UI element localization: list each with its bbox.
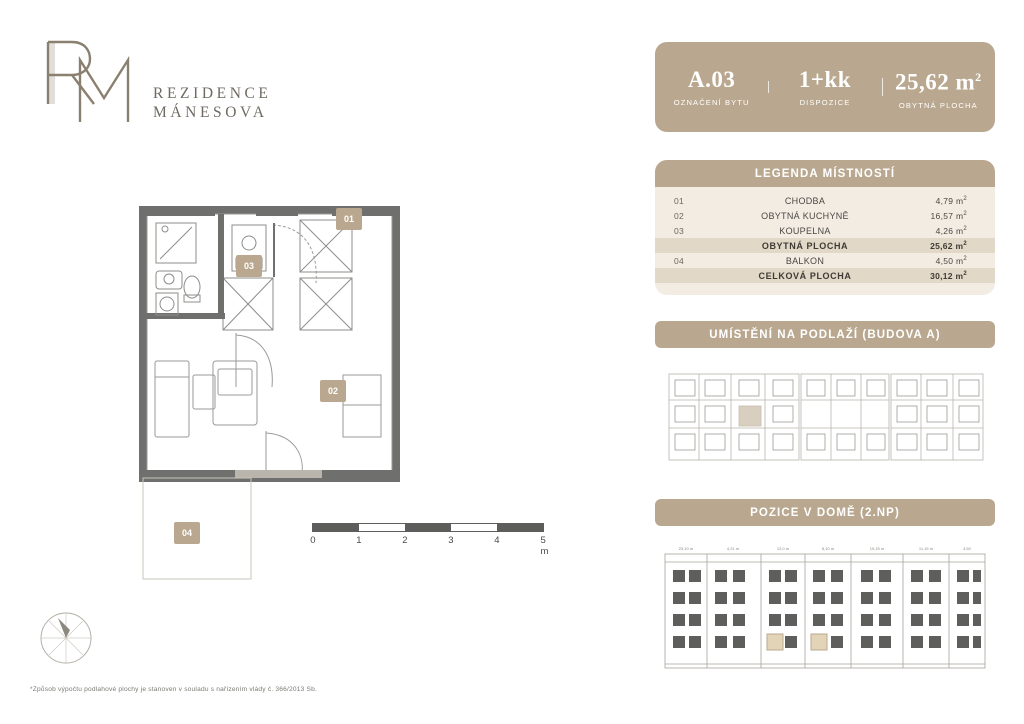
unit-area [882,64,995,96]
legend-row-name: KOUPELNA [779,225,831,236]
unit-summary-card [655,42,995,132]
scale-tick-5: 5 m [540,535,549,557]
svg-text:4,50: 4,50 [963,546,971,551]
legend-row-unit-sup: 2 [963,225,967,232]
legend-row-num: 04 [673,255,685,266]
room-label-01: 01 [343,214,354,224]
scale-tick-2: 2 [402,535,408,546]
compass-icon [36,608,96,668]
svg-text:23,10 m: 23,10 m [678,546,694,551]
svg-text:11,15 m: 11,15 m [918,546,934,551]
legend-row-num: 03 [673,225,685,236]
unit-layout-cell [768,67,881,107]
unit-code-cell [655,67,768,107]
scale-bar-ticks [310,535,560,557]
room-legend-table [655,193,995,283]
legend-row-unit-sup: 2 [963,195,967,202]
legend-row-unit-sup: 2 [963,255,967,262]
floor-position-panel [655,321,995,475]
house-elevation-diagram [655,538,995,673]
unit-area-sup: 2 [975,70,982,85]
logo-line-2: MÁNESOVA [153,104,268,121]
scale-bar [310,523,560,557]
table-row [655,253,995,268]
unit-layout: 1+kk [798,67,852,92]
svg-text:4,21 m: 4,21 m [726,546,740,551]
brand-logo [28,26,328,136]
legend-row-unit-sup: 2 [963,240,967,247]
logo-wordmark [153,84,272,122]
table-row [655,223,995,238]
house-position-title: POZICE V DOMĚ (2.NP) [655,499,995,526]
legend-row-unit-sup: 2 [963,210,967,217]
legend-row-num [655,268,703,283]
svg-text:8,10 m: 8,10 m [821,546,835,551]
legend-row-num: 01 [673,195,685,206]
legend-row-name: CHODBA [784,195,826,206]
legend-row-name: OBYTNÁ PLOCHA [703,238,907,253]
scale-tick-3: 3 [448,535,454,546]
legend-row-value-text: 25,62 m [930,240,964,251]
legend-row-num [655,238,703,253]
legend-row-unit-sup: 2 [963,270,967,277]
legend-row-name: CELKOVÁ PLOCHA [703,268,907,283]
legend-row-value [907,193,995,208]
legend-row-value-text: 4,26 m [935,225,964,236]
unit-area-cell [882,64,995,110]
svg-text:19,15 m: 19,15 m [869,546,885,551]
legend-row-value-text: 30,12 m [930,270,964,281]
footnote-text: *Způsob výpočtu podlahové plochy je stanoven v souladu s nařízením vlády č. 366/2013 Sb. [30,686,318,693]
table-row [655,208,995,223]
room-label-02: 02 [327,386,338,396]
legend-row-num: 02 [673,210,685,221]
room-legend-panel [655,160,995,295]
scale-tick-0: 0 [310,535,316,546]
room-label-04: 04 [181,528,192,538]
room-label-03: 03 [243,261,254,271]
scale-bar-segments [312,523,544,532]
unit-area-value: 25,62 m [894,69,976,95]
unit-code: A.03 [687,67,736,92]
logo-monogram-icon [28,26,138,131]
floor-position-diagram [655,360,995,475]
apartment-floorplan [60,165,620,625]
table-row-total [655,238,995,253]
legend-row-value [907,268,995,283]
unit-area-caption: OBYTNÁ PLOCHA [898,100,978,110]
legend-row-value [907,208,995,223]
house-position-panel [655,499,995,673]
legend-row-value [907,253,995,268]
table-row-total [655,268,995,283]
scale-tick-4: 4 [494,535,500,546]
legend-row-value-text: 4,79 m [935,195,964,206]
legend-row-value [907,238,995,253]
legend-row-value [907,223,995,238]
room-legend-title: LEGENDA MÍSTNOSTÍ [655,160,995,187]
table-row [655,193,995,208]
unit-code-caption: OZNAČENÍ BYTU [673,98,750,107]
info-column [655,42,995,673]
floor-position-title: UMÍSTĚNÍ NA PODLAŽÍ (BUDOVA A) [655,321,995,348]
legend-row-value-text: 16,57 m [930,210,964,221]
svg-text:12,0 m: 12,0 m [776,546,790,551]
unit-layout-caption: DISPOZICE [799,98,851,107]
legend-row-name: OBYTNÁ KUCHYNĚ [761,210,849,221]
scale-tick-1: 1 [356,535,362,546]
legend-row-name: BALKON [785,255,825,266]
legend-row-value-text: 4,50 m [935,255,964,266]
logo-line-1: REZIDENCE [153,85,272,102]
